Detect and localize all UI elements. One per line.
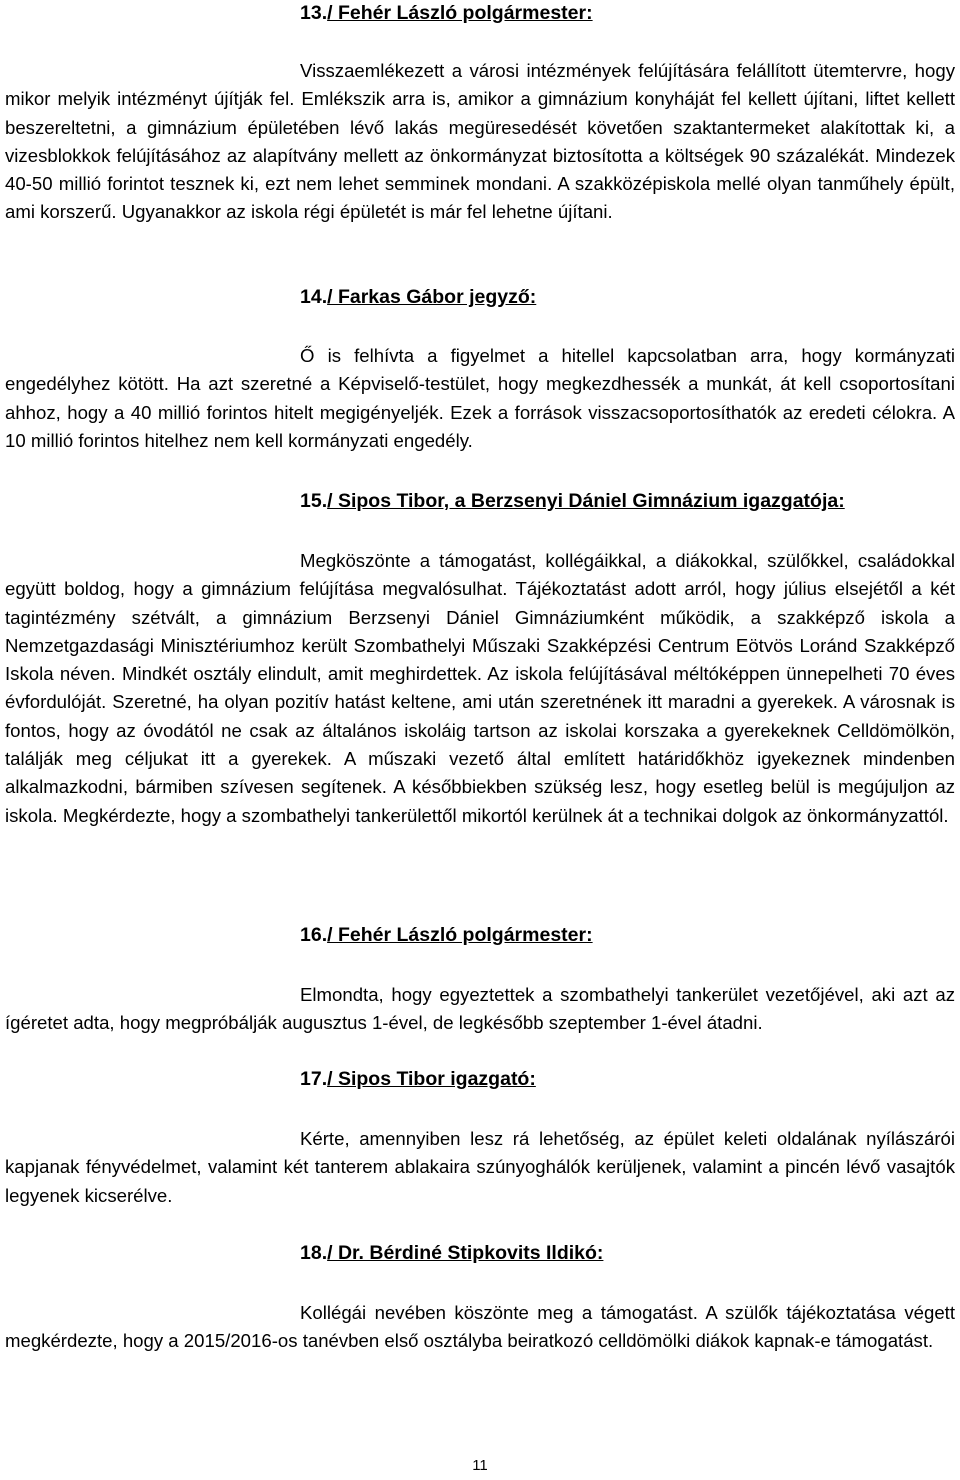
speaker-name: / Fehér László polgármester: — [327, 924, 593, 946]
speaker-name: / Farkas Gábor jegyző: — [327, 286, 537, 308]
section-13 — [5, 0, 955, 227]
section-18 — [5, 1240, 955, 1356]
section-number: 14. — [300, 286, 328, 308]
section-heading — [5, 922, 955, 949]
section-number: 16. — [300, 924, 328, 946]
section-number: 18. — [300, 1242, 328, 1264]
section-paragraph: Megköszönte a támogatást, kollégáikkal, a diákokkal, szülőkkel, családokkal együtt boldog, hogy a gimnázium felújítása megvalósulhat. Tájékoztatást adott arról, hogy július elsejétől a két tagintézmény szétvált, a gimnázium Berzsenyi Dániel Gimnáziumként működik, a szakképző iskola a Nemzetgazdasági Minisztériumhoz került Szombathelyi Műszaki Szakképzési Centrum Eötvös Loránd Szakképző Iskola néven. Mindkét osztály elindult, amit meghirdettek. Az iskola felújításával méltóképpen ünnepelheti 70 éves évfordulóját. Szeretné, ha olyan pozitív hatást keltene, ami után szeretnének itt maradni a gyerekek. A városnak is fontos, hogy az óvodától ne csak az általános iskoláig tartson az iskolai korszaka a gyerekeknek Celldömölkön, találják meg céljukat itt a gyerekek. A műszaki vezető által említett határidőkhöz igyekeznek mindenben alkalmazkodni, bármiben szívesen segítenek. A későbbiekben szükség lesz, hogy esetleg belül is megújuljon az iskola. Megkérdezte, hogy a szombathelyi tankerülettől mikortól kerülnek át a technikai dolgok az önkormányzattól. — [5, 550, 955, 826]
section-number: 13. — [300, 2, 328, 24]
section-paragraph: Elmondta, hogy egyeztettek a szombathelyi tankerület vezetőjével, aki azt az ígéretet adta, hogy megpróbálják augusztus 1-ével, de legkésőbb szeptember 1-ével átadni. — [5, 984, 955, 1034]
section-heading — [5, 284, 955, 311]
section-paragraph: Kérte, amennyiben lesz rá lehetőség, az épület keleti oldalának nyílászárói kapjanak fényvédelmet, valamint két tanterem ablakaira szúnyoghálók kerüljenek, valamint a pincén lévő vasajtók legyenek kicserélve. — [5, 1128, 955, 1206]
section-heading — [5, 1066, 955, 1093]
speaker-name: / Sipos Tibor igazgató: — [327, 1068, 536, 1090]
speaker-name: / Sipos Tibor, a Berzsenyi Dániel Gimnázium igazgatója: — [327, 490, 845, 512]
section-heading — [5, 0, 955, 27]
section-16 — [5, 922, 955, 1038]
section-paragraph: Visszaemlékezett a városi intézmények felújítására felállított ütemtervre, hogy mikor melyik intézményt újítják fel. Emlékszik arra is, amikor a gimnázium konyháját fel kellett újítani, liftet kellett beszereltetni, a gimnázium épületében lévő lakás megüresedését követően szaktantermeket alakítottak ki, a vizesblokkok felújításához az alapítvány mellett az önkormányzat biztosította a költségek 90 százalékát. Mindezek 40-50 millió forintot tesznek ki, ezt nem lehet semminek mondani. A szakközépiskola mellé olyan tanműhely épült, ami korszerű. Ugyanakkor az iskola régi épületét is már fel lehetne újítani. — [5, 60, 955, 223]
section-heading — [5, 1240, 955, 1267]
speaker-name: / Fehér László polgármester: — [327, 2, 593, 24]
section-14 — [5, 284, 955, 455]
section-heading — [5, 488, 955, 515]
section-number: 15. — [300, 490, 328, 512]
page-number: 11 — [472, 1457, 488, 1474]
section-paragraph: Kollégái nevében köszönte meg a támogatást. A szülők tájékoztatása végett megkérdezte, hogy a 2015/2016-os tanévben első osztályba beiratkozó celldömölki diákok kapnak-e támogatást. — [5, 1302, 955, 1352]
speaker-name: / Dr. Bérdiné Stipkovits Ildikó: — [327, 1242, 604, 1264]
section-17 — [5, 1066, 955, 1210]
section-15 — [5, 488, 955, 830]
section-number: 17. — [300, 1068, 328, 1090]
section-paragraph: Ő is felhívta a figyelmet a hitellel kapcsolatban arra, hogy kormányzati engedélyhez kötött. Ha azt szeretné a Képviselő-testület, hogy megkezdhessék a munkát, át kell csoportosítani ahhoz, hogy a 40 millió forintos hitelt megigényeljék. Ezek a források visszacsoportosíthatók az eredeti célokra. A 10 millió forintos hitelhez nem kell kormányzati engedély. — [5, 345, 955, 451]
